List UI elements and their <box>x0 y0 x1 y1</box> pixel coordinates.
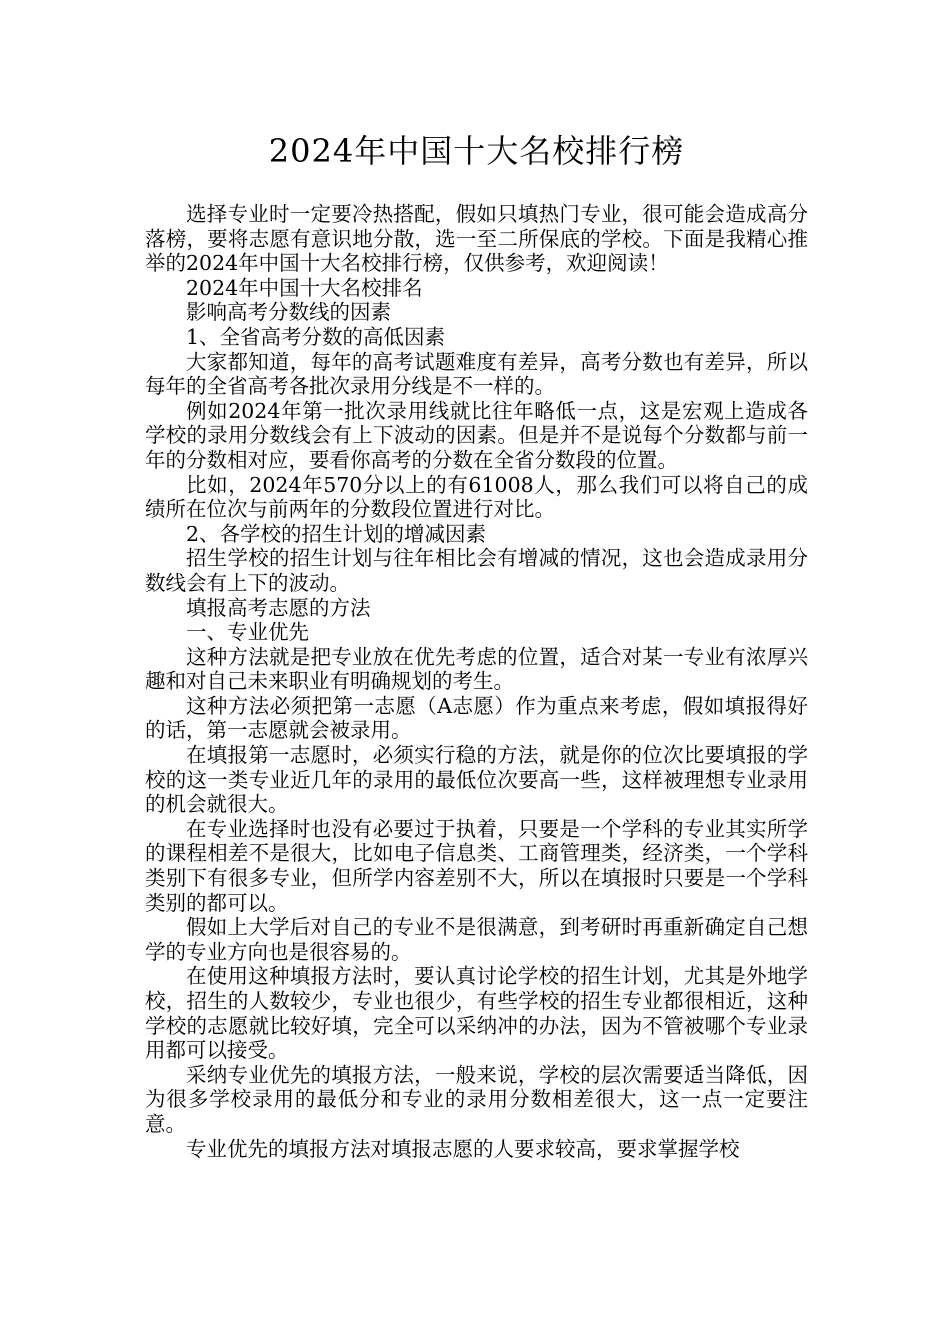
subsection-heading: 2、各学校的招生计划的增减因素 <box>186 521 487 546</box>
document-title: 2024年中国十大名校排行榜 <box>268 132 685 170</box>
body-paragraph: 假如上大学后对自己的专业不是很满意，到考研时再重新确定自己想学的专业方向也是很容易的。 <box>145 915 808 964</box>
section-heading: 填报高考志愿的方法 <box>186 595 371 620</box>
body-paragraph: 招生学校的招生计划与往年相比会有增减的情况，这也会造成录用分数线会有上下的波动。 <box>145 546 808 595</box>
body-paragraph: 在使用这种填报方法时，要认真讨论学校的招生计划，尤其是外地学校，招生的人数较少，专业也很少，有些学校的招生专业都很相近，这种学校的志愿就比较好填，完全可以采纳冲的办法，因为不管被哪个专业录用都可以接受。 <box>145 964 808 1063</box>
document-body <box>145 202 808 1161</box>
body-paragraph: 在专业选择时也没有必要过于执着，只要是一个学科的专业其实所学的课程相差不是很大，比如电子信息类、工商管理类，经济类，一个学科类别下有很多专业，但所学内容差别不大，所以在填报时只要是一个学科类别的都可以。 <box>145 816 808 915</box>
body-paragraph: 这种方法必须把第一志愿（A志愿）作为重点来考虑，假如填报得好的话，第一志愿就会被录用。 <box>145 693 808 743</box>
section-heading: 2024年中国十大名校排名 <box>186 275 423 300</box>
document-page <box>145 128 808 1161</box>
body-paragraph: 比如，2024年570分以上的有61008人，那么我们可以将自己的成绩所在位次与前两年的分数段位置进行对比。 <box>145 472 808 522</box>
body-paragraph: 选择专业时一定要冷热搭配，假如只填热门专业，很可能会造成高分落榜，要将志愿有意识地分散，选一至二所保底的学校。下面是我精心推举的2024年中国十大名校排行榜，仅供参考，欢迎阅读！ <box>145 202 808 276</box>
body-paragraph: 这种方法就是把专业放在优先考虑的位置，适合对某一专业有浓厚兴趣和对自己未来职业有明确规划的考生。 <box>145 644 808 694</box>
section-heading: 影响高考分数线的因素 <box>186 300 391 325</box>
body-paragraph: 例如2024年第一批次录用线就比往年略低一点，这是宏观上造成各学校的录用分数线会有上下波动的因素。但是并不是说每个分数都与前一年的分数相对应，要看你高考的分数在全省分数段的位置。 <box>145 398 808 472</box>
body-paragraph: 大家都知道，每年的高考试题难度有差异，高考分数也有差异，所以每年的全省高考各批次录用分线是不一样的。 <box>145 349 808 399</box>
subsection-heading: 1、全省高考分数的高低因素 <box>186 324 446 349</box>
body-paragraph: 专业优先的填报方法对填报志愿的人要求较高，要求掌握学校 <box>186 1136 740 1161</box>
body-paragraph: 在填报第一志愿时，必须实行稳的方法，就是你的位次比要填报的学校的这一类专业近几年的录用的最低位次要高一些，这样被理想专业录用的机会就很大。 <box>145 743 808 817</box>
body-paragraph: 采纳专业优先的填报方法，一般来说，学校的层次需要适当降低，因为很多学校录用的最低分和专业的录用分数相差很大，这一点一定要注意。 <box>145 1062 808 1136</box>
subsection-heading: 一、专业优先 <box>186 620 309 645</box>
